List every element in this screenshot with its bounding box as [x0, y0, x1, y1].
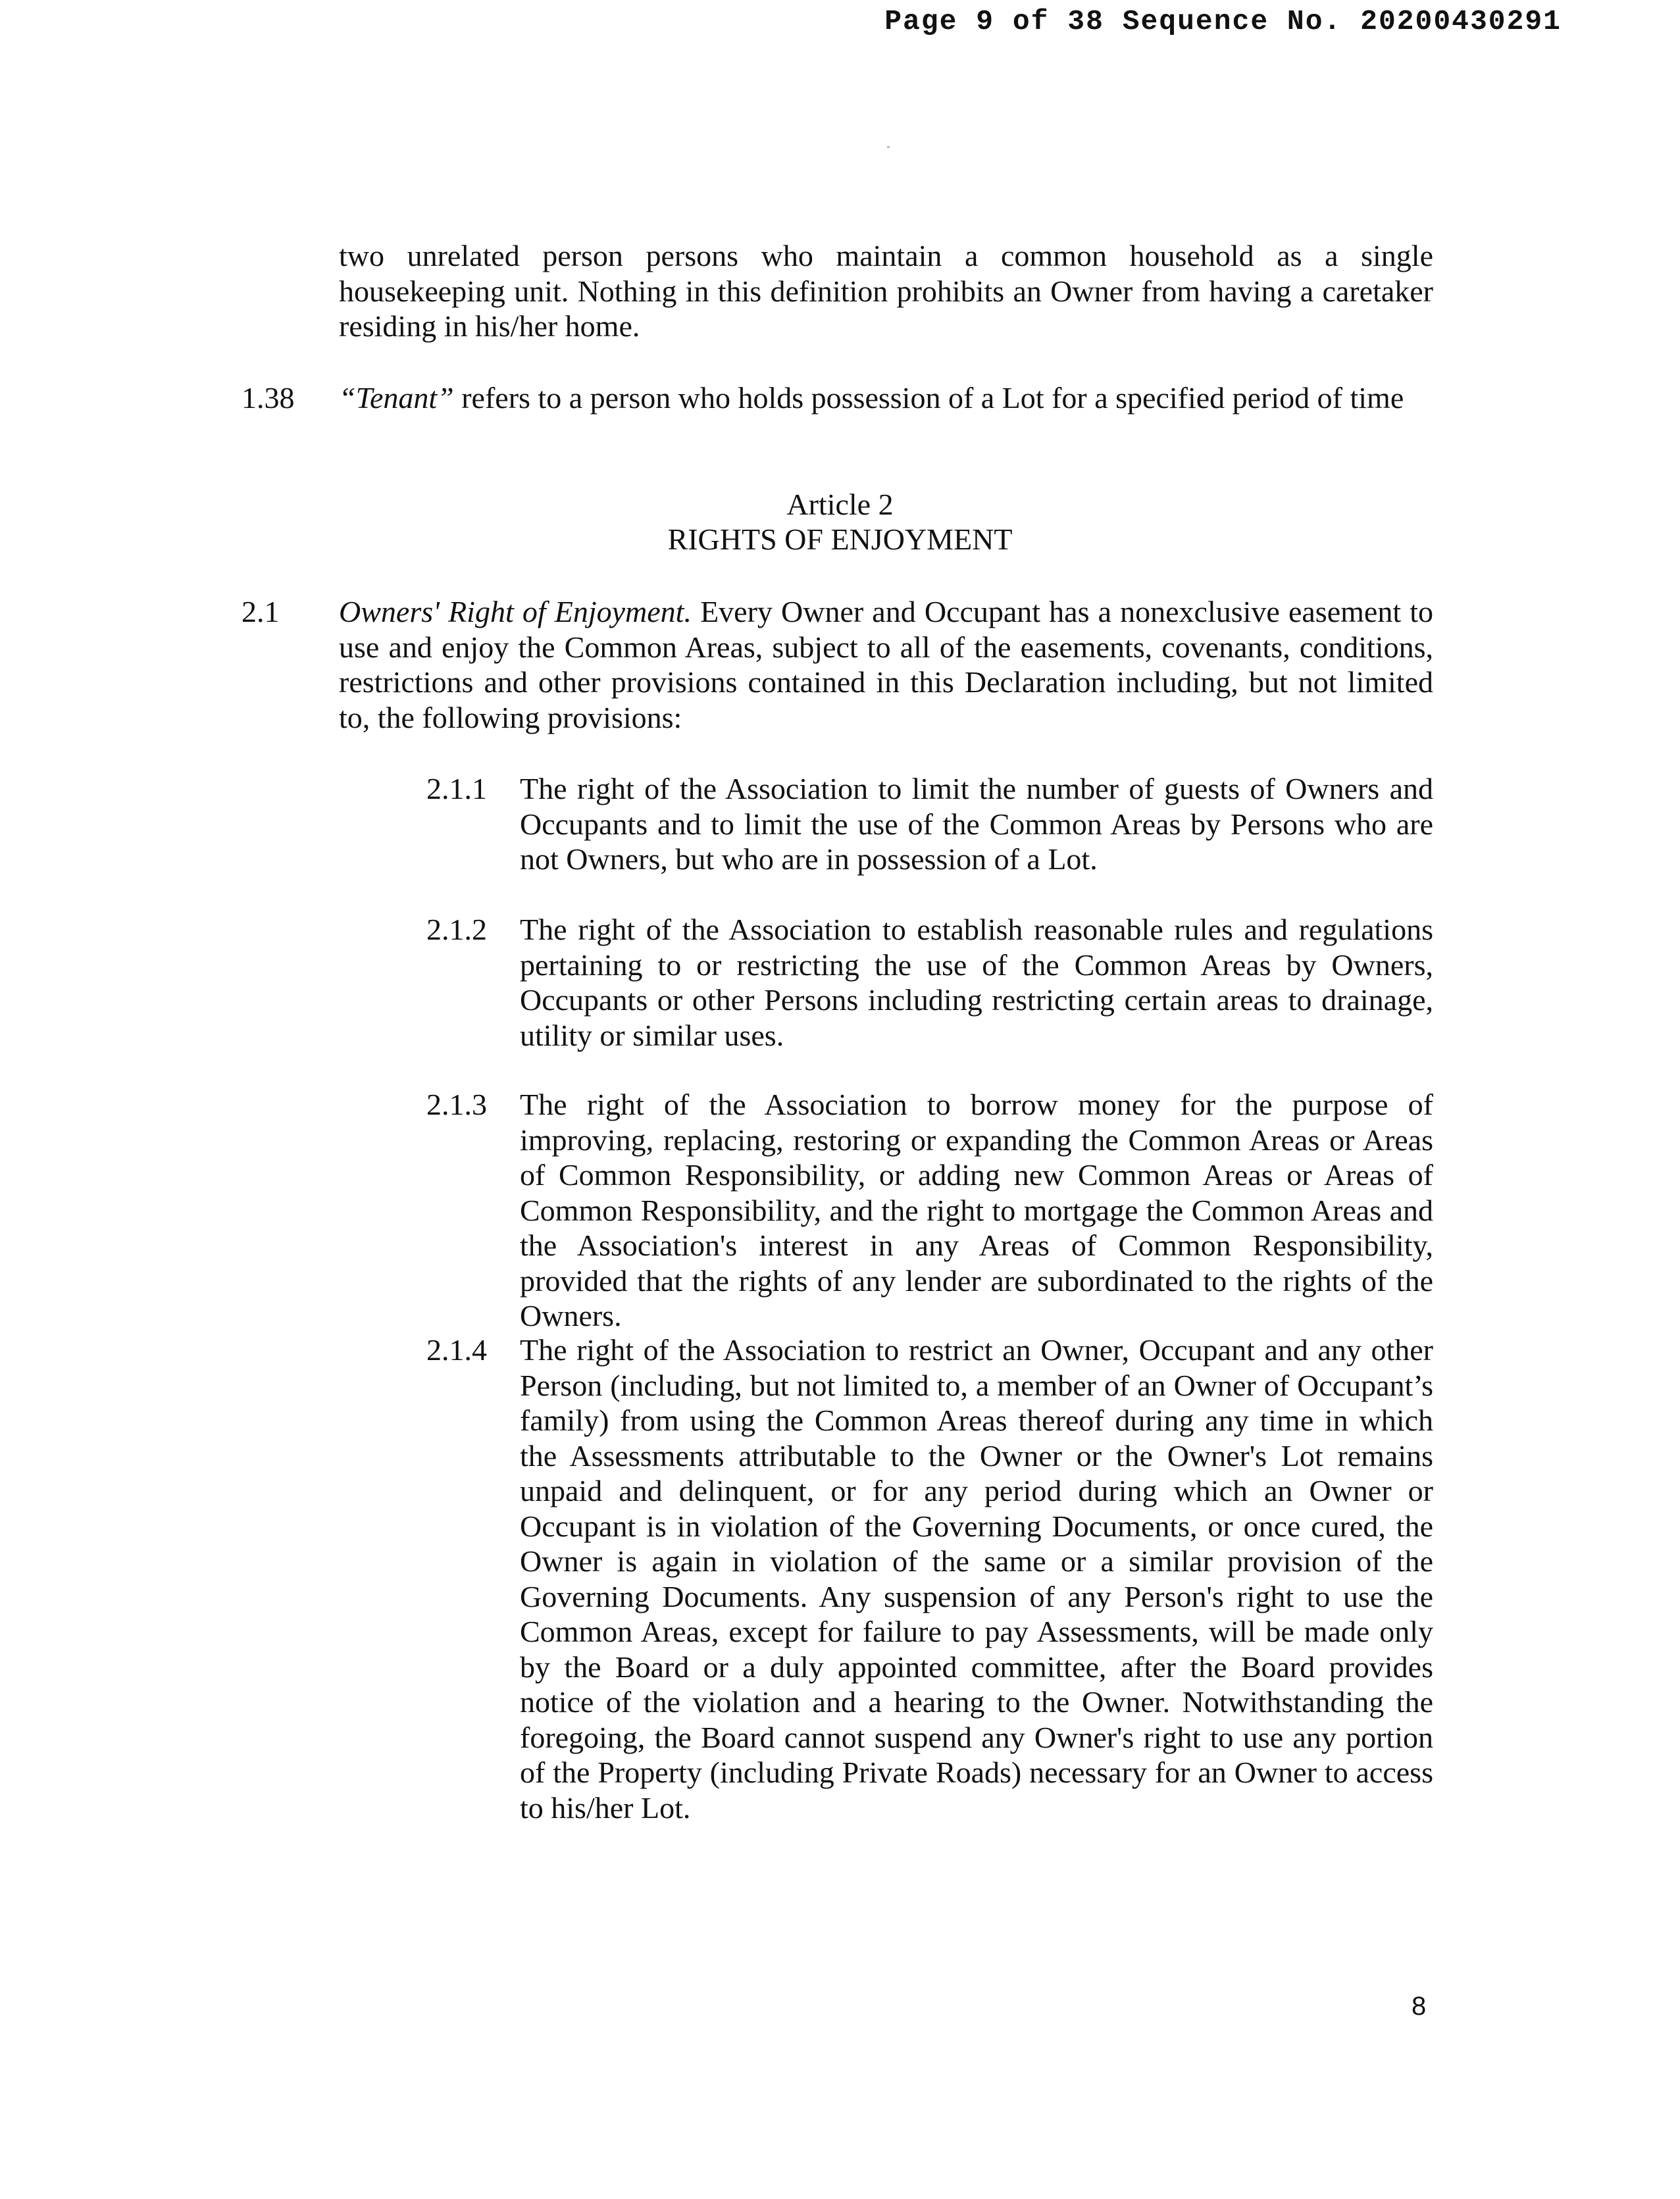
continuation-paragraph: two unrelated person persons who maintain a common household as a single housekeeping unit. Nothing in this definition prohibits an Owner from having a caretaker residing in his/her home.: [339, 239, 1433, 343]
subsection-2-1-2-number: 2.1.2: [426, 913, 487, 946]
article-label: Article 2: [786, 488, 894, 521]
subsection-2-1-1-number: 2.1.1: [426, 772, 487, 805]
section-2-1-number: 2.1: [242, 595, 280, 628]
page-header: Page 9 of 38 Sequence No. 20200430291: [884, 5, 1562, 38]
scan-speck: [887, 146, 890, 148]
section-2-1-paragraph: [339, 594, 1433, 735]
section-1-38-number: 1.38: [242, 381, 295, 415]
subsection-2-1-2-text: The right of the Association to establish reasonable rules and regulations pertaining to or restricting the use of the Common Areas by Owners, Occupants or other Persons including restricting certain areas to drainage, utility or similar uses.: [520, 913, 1433, 1052]
section-1-38-term: “Tenant”: [339, 381, 454, 415]
section-2-1-title: Owners' Right of Enjoyment.: [339, 595, 692, 628]
subsection-2-1-1-text: The right of the Association to limit the number of guests of Owners and Occupants and to limit the use of the Common Areas by Persons who are not Owners, but who are in possession of a Lot.: [520, 772, 1433, 876]
section-1-38-paragraph: [339, 380, 1433, 416]
section-1-38-text: refers to a person who holds possession of a Lot for a specified period of time: [453, 381, 1404, 415]
subsection-2-1-3-text: The right of the Association to borrow money for the purpose of improving, replacing, restoring or expanding the Common Areas or Areas of Common Responsibility, or adding new Common Areas or Areas of Common Responsibility, and the right to mortgage the Common Areas and the Association's interest in any Areas of Common Responsibility, provided that the rights of any lender are subordinated to the rights of the Owners.: [520, 1088, 1433, 1332]
article-title: RIGHTS OF ENJOYMENT: [667, 522, 1013, 556]
page-number: 8: [1412, 1992, 1427, 2021]
section-2-1-text: Every Owner and Occupant has a nonexclusive easement to use and enjoy the Common Areas, subject to all of the easements, covenants, conditions, restrictions and other provisions contained in this Declaration including, but not limited to, the following provisions:: [339, 595, 1433, 734]
subsection-2-1-4-text: The right of the Association to restrict an Owner, Occupant and any other Person (including, but not limited to, a member of an Owner of Occupant’s family) from using the Common Areas thereof during any time in which the Assessments attributable to the Owner or the Owner's Lot remains unpaid and delinquent, or for any period during which an Owner or Occupant is in violation of the Governing Documents, or once cured, the Owner is again in violation of the same or a similar provision of the Governing Documents. Any suspension of any Person's right to use the Common Areas, except for failure to pay Assessments, will be made only by the Board or a duly appointed committee, after the Board provides notice of the violation and a hearing to the Owner. Notwithstanding the foregoing, the Board cannot suspend any Owner's right to use any portion of the Property (including Private Roads) necessary for an Owner to access to his/her Lot.: [520, 1333, 1433, 1825]
subsection-2-1-4-number: 2.1.4: [426, 1333, 487, 1367]
subsection-2-1-3-number: 2.1.3: [426, 1088, 487, 1121]
